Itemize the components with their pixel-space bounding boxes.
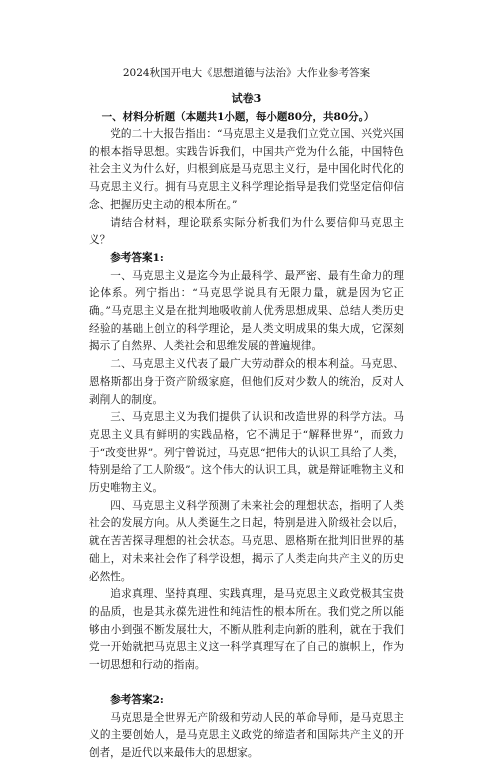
answer-1-label: 参考答案1: [110,251,164,264]
section-heading: 一、材料分析题（本题共1小题，每小题80分，共80分。） [101,111,375,123]
document-title: 2024秋国开电大《思想道德与法治》大作业参考答案 [122,67,371,79]
answer-2-label: 参考答案2: [110,693,164,706]
answer-1-paragraph: 三、马克思主义为我们提供了认识和改造世界的科学方法。马克思主义具有鲜明的实践品格，它不满足于“解释世界”，而致力于“改变世界”。列宁曾说过，马克思“把伟大的认识工具给了人类，特别是给了工人阶级”。这个伟大的认识工具，就是辩证唯物主义和历史唯物主义。 [89,411,404,495]
answer-1-paragraph: 一、马克思主义是迄今为止最科学、最严密、最有生命力的理论体系。列宁指出：“马克思学说具有无限力量，就是因为它正确。”马克思主义是在批判地吸收前人优秀思想成果、总结人类历史经验的基础上创立的科学理论，是人类文明成果的集大成，它深刻揭示了自然界、人类社会和思维发展的普遍规律。 [89,269,404,353]
question-paragraph: 请结合材料，理论联系实际分析我们为什么要信仰马克思主义？ [89,216,404,247]
answer-1-paragraph: 四、马克思主义科学预测了未来社会的理想状态，指明了人类社会的发展方向。从人类诞生之日起，特别是进入阶级社会以后，就在苦苦探寻理想的社会状态。马克思、恩格斯在批判旧世界的基础上，对未来社会作了科学设想，揭示了人类走向共产主义的历史必然性。 [89,499,404,583]
answer-2-paragraph: 马克思是全世界无产阶级和劳动人民的革命导师，是马克思主义的主要创始人，是马克思主义政党的缔造者和国际共产主义的开创者，是近代以来最伟大的思想家。 [89,711,404,759]
material-paragraph: 党的二十大报告指出：“马克思主义是我们立党立国、兴党兴国的根本指导思想。实践告诉我们，中国共产党为什么能，中国特色社会主义为什么好，归根到底是马克思主义行，是中国化时代化的马克思主义行。拥有马克思主义科学理论指导是我们党坚定信仰信念、把握历史主动的根本所在。” [89,128,404,211]
answer-1-paragraph: 二、马克思主义代表了最广大劳动群众的根本利益。马克思、恩格斯都出身于资产阶级家庭，但他们反对少数人的统治，反对人剥削人的制度。 [89,358,404,406]
answer-1-paragraph: 追求真理、坚持真理、实践真理，是马克思主义政党极其宝贵的品质，也是其永葆先进性和纯洁性的根本所在。我们党之所以能够由小到强不断发展壮大，不断从胜利走向新的胜利，就在于我们党一开始就把马克思主义这一科学真理写在了自己的旗帜上，作为一切思想和行动的指南。 [89,588,404,672]
paper-label: 试卷3 [231,92,262,105]
paragraph-spacer [89,675,404,692]
